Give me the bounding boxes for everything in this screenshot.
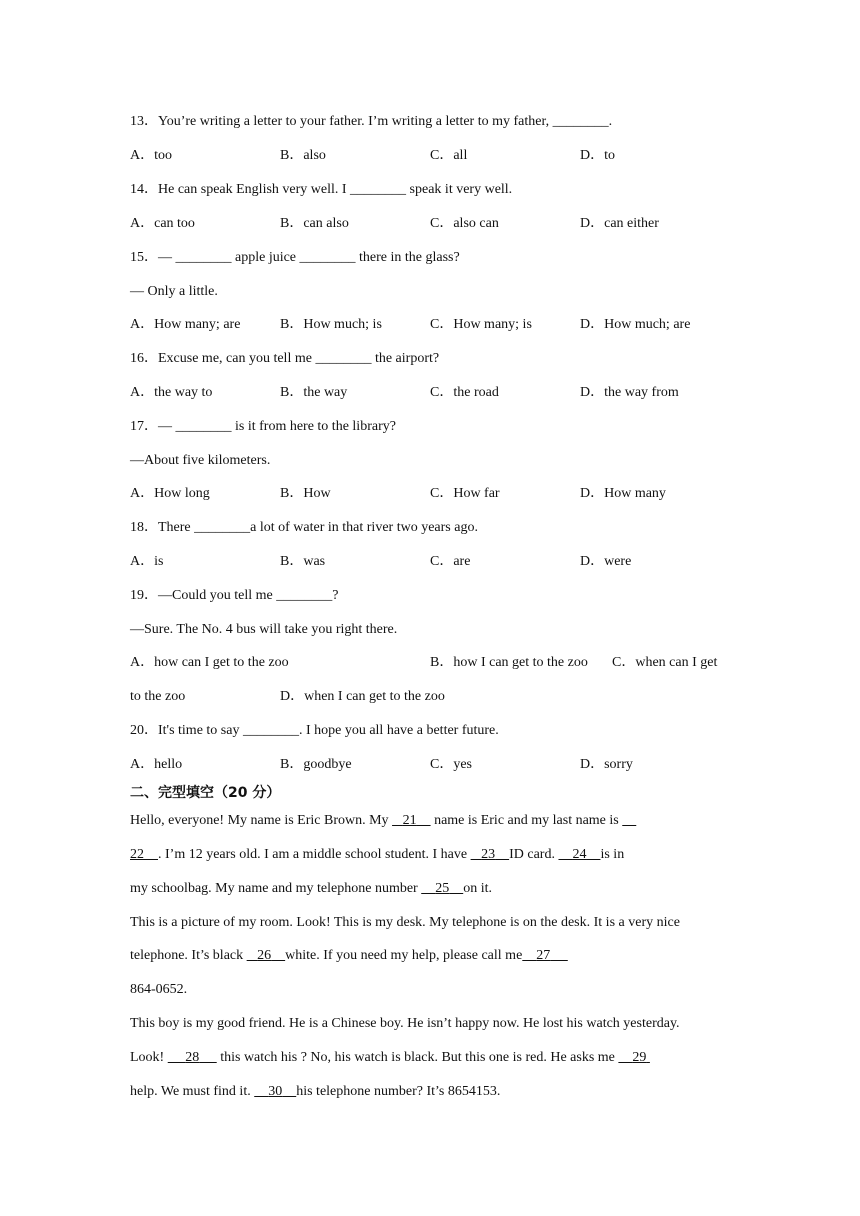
q19-option-c-continued: to the zoo	[130, 689, 186, 704]
cloze-text: ID card.	[509, 847, 559, 862]
cloze-text: on it.	[463, 881, 492, 896]
q17-option-c: C．How far	[430, 486, 500, 501]
q14-option-d: D．can either	[580, 216, 659, 231]
blank-29: 29	[632, 1050, 647, 1065]
q19-option-d: D．when I can get to the zoo	[280, 689, 445, 704]
q13-option-b: B．also	[280, 148, 326, 163]
cloze-text: white. If you need my help, please call me	[285, 948, 523, 963]
section-2-title: 二、完型填空（20 分）	[130, 785, 281, 801]
blank-24: 24	[572, 847, 587, 862]
cloze-text: his telephone number? It’s 8654153.	[296, 1084, 501, 1099]
q16-option-c: C．the road	[430, 385, 499, 400]
question-19-stem: 19．—Could you tell me ________?	[130, 588, 339, 603]
cloze-line	[130, 1083, 500, 1101]
question-19-reply: —Sure. The No. 4 bus will take you right there.	[130, 622, 398, 637]
blank-22: 22	[130, 847, 144, 862]
q13-option-d: D．to	[580, 148, 615, 163]
blank-28: 28	[185, 1050, 200, 1065]
question-15-reply: — Only a little.	[130, 284, 218, 299]
q18-option-c: C．are	[430, 554, 471, 569]
cloze-line: This is a picture of my room. Look! This is my desk. My telephone is on the desk. It is a very nice	[130, 915, 680, 930]
blank-27: 27	[536, 948, 551, 963]
q17-option-d: D．How many	[580, 486, 666, 501]
cloze-line	[130, 812, 636, 830]
q16-option-b: B．the way	[280, 385, 348, 400]
q20-option-a: A．hello	[130, 757, 183, 772]
q20-option-d: D．sorry	[580, 757, 633, 772]
blank-21: 21	[402, 813, 417, 828]
cloze-text: . I’m 12 years old. I am a middle school student. I have	[158, 847, 471, 862]
cloze-line	[130, 1049, 650, 1067]
q20-option-c: C．yes	[430, 757, 472, 772]
question-13-stem: 13．You’re writing a letter to your father. I’m writing a letter to my father, ________.	[130, 114, 613, 129]
q19-option-b: B．how I can get to the zoo	[430, 655, 588, 670]
q16-option-d: D．the way from	[580, 385, 679, 400]
q19-option-c: C．when can I get	[612, 655, 718, 670]
question-15-stem: 15．— ________ apple juice ________ there in the glass?	[130, 250, 460, 265]
q20-option-b: B．goodbye	[280, 757, 352, 772]
q14-option-c: C．also can	[430, 216, 499, 231]
q18-option-a: A．is	[130, 554, 164, 569]
blank-26: 26	[257, 948, 272, 963]
blank-25: 25	[435, 881, 450, 896]
q14-option-b: B．can also	[280, 216, 349, 231]
cloze-text: is in	[600, 847, 625, 862]
cloze-text: telephone. It’s black	[130, 948, 247, 963]
q15-option-a: A．How many; are	[130, 317, 241, 332]
q18-option-d: D．were	[580, 554, 632, 569]
q15-option-b: B．How much; is	[280, 317, 382, 332]
cloze-text: my schoolbag. My name and my telephone number	[130, 881, 422, 896]
cloze-text: name is Eric and my last name is	[430, 813, 623, 828]
cloze-line	[130, 846, 624, 864]
question-18-stem: 18．There ________a lot of water in that river two years ago.	[130, 520, 478, 535]
cloze-text: this watch his ? No, his watch is black. But this one is red. He asks me	[216, 1050, 619, 1065]
blank-22-start	[622, 813, 636, 828]
question-16-stem: 16．Excuse me, can you tell me ________ the airport?	[130, 351, 440, 366]
cloze-text: help. We must find it.	[130, 1084, 255, 1099]
cloze-line: 864-0652.	[130, 982, 188, 997]
blank-30: 30	[268, 1084, 283, 1099]
q13-option-a: A．too	[130, 148, 172, 163]
q14-option-a: A．can too	[130, 216, 195, 231]
q17-option-a: A．How long	[130, 486, 210, 501]
blank-23: 23	[481, 847, 496, 862]
q15-option-c: C．How many; is	[430, 317, 532, 332]
cloze-text: Look!	[130, 1050, 168, 1065]
q17-option-b: B．How	[280, 486, 331, 501]
question-17-stem: 17．— ________ is it from here to the library?	[130, 419, 396, 434]
q16-option-a: A．the way to	[130, 385, 213, 400]
question-14-stem: 14．He can speak English very well. I ________ speak it very well.	[130, 182, 513, 197]
question-20-stem: 20．It's time to say ________. I hope you all have a better future.	[130, 723, 499, 738]
q18-option-b: B．was	[280, 554, 326, 569]
cloze-line	[130, 880, 492, 898]
cloze-line: This boy is my good friend. He is a Chinese boy. He isn’t happy now. He lost his watch yesterday.	[130, 1016, 680, 1031]
question-17-reply: —About five kilometers.	[130, 453, 271, 468]
q15-option-d: D．How much; are	[580, 317, 691, 332]
q13-option-c: C．all	[430, 148, 468, 163]
q19-option-a: A．how can I get to the zoo	[130, 655, 289, 670]
cloze-text: Hello, everyone! My name is Eric Brown. My	[130, 813, 393, 828]
cloze-line	[130, 947, 568, 965]
